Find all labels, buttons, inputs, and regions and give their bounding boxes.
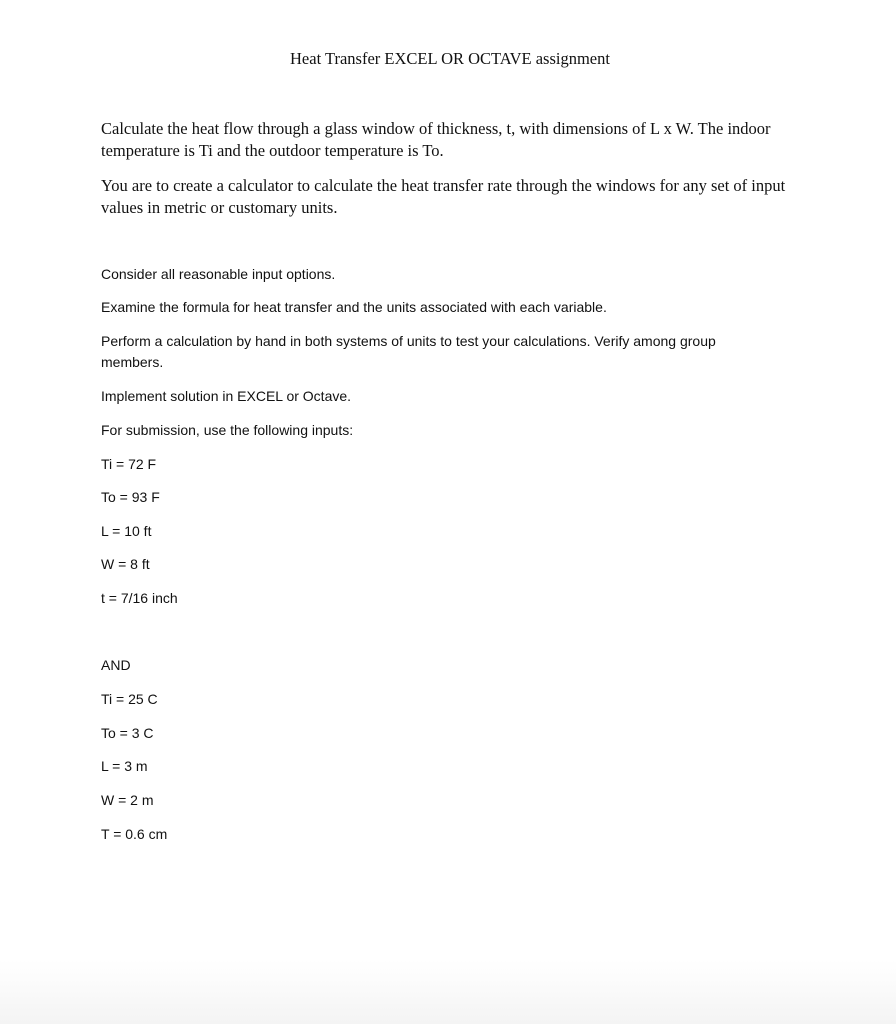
instruction-line: For submission, use the following inputs: [101,422,354,438]
and-separator: AND [101,657,131,673]
input-w-metric: W = 2 m [101,792,154,808]
input-ti-metric: Ti = 25 C [101,691,158,707]
input-t-customary: t = 7/16 inch [101,590,178,606]
instruction-line: Examine the formula for heat transfer and the units associated with each variable. [101,299,607,315]
instruction-line: Consider all reasonable input options. [101,266,336,282]
input-w-customary: W = 8 ft [101,556,150,572]
input-l-metric: L = 3 m [101,758,148,774]
intro-paragraph-2: You are to create a calculator to calculate the heat transfer rate through the windows for any set of input values in metric or customary units. [101,176,786,217]
document-title: Heat Transfer EXCEL OR OCTAVE assignment [290,49,610,68]
input-l-customary: L = 10 ft [101,523,152,539]
intro-paragraph-1: Calculate the heat flow through a glass window of thickness, t, with dimensions of L x W. The indoor temperature is Ti and the outdoor temperature is To. [101,119,771,160]
instruction-line: Implement solution in EXCEL or Octave. [101,388,352,404]
input-to-customary: To = 93 F [101,489,160,505]
input-t-metric: T = 0.6 cm [101,826,168,842]
input-ti-customary: Ti = 72 F [101,456,157,472]
instruction-line: Perform a calculation by hand in both systems of units to test your calculations. Verify among group members. [101,333,716,370]
input-to-metric: To = 3 C [101,725,154,741]
